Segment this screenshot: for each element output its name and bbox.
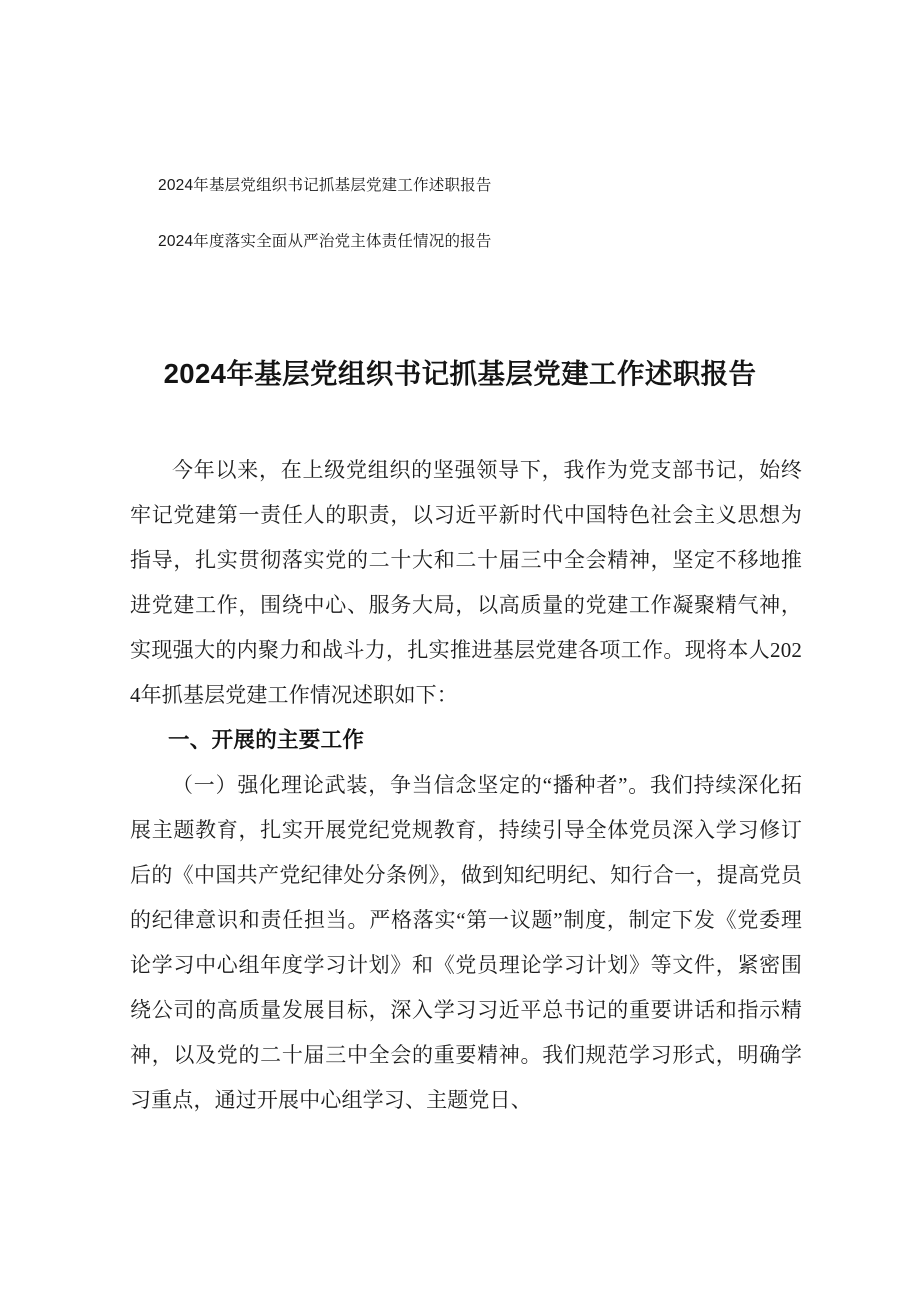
paragraph-intro: 今年以来，在上级党组织的坚强领导下，我作为党支部书记，始终牢记党建第一责任人的职责，以习近平新时代中国特色社会主义思想为指导，扎实贯彻落实党的二十大和二十届三中全会精神，坚定不移地推进党建工作，围绕中心、服务大局，以高质量的党建工作凝聚精气神，实现强大的内聚力和战斗力，扎实推进基层党建各项工作。现将本人2024年抓基层党建工作情况述职如下： xyxy=(130,458,802,707)
toc-entry-1[interactable]: 2024年基层党组织书记抓基层党建工作述职报告 xyxy=(158,177,492,194)
toc-entry-2[interactable]: 2024年度落实全面从严治党主体责任情况的报告 xyxy=(158,232,492,250)
table-of-contents xyxy=(158,178,778,249)
paragraph-subsection-one: （一）强化理论武装，争当信念坚定的“播种者”。我们持续深化拓展主题教育，扎实开展党纪党规教育，持续引导全体党员深入学习修订后的《中国共产党纪律处分条例》，做到知纪明纪、知行合一，提高党员的纪律意识和责任担当。严格落实“第一议题”制度，制定下发《党委理论学习中心组年度学习计划》和《党员理论学习计划》等文件，紧密围绕公司的高质量发展目标，深入学习习近平总书记的重要讲话和指示精神，以及党的二十届三中全会的重要精神。我们规范学习形式，明确学习重点，通过开展中心组学习、主题党日、 xyxy=(130,773,802,1112)
document-title: 2024年基层党组织书记抓基层党建工作述职报告 xyxy=(163,358,757,389)
section-heading-one: 一、开展的主要工作 xyxy=(168,728,365,752)
document-body xyxy=(130,448,802,1123)
